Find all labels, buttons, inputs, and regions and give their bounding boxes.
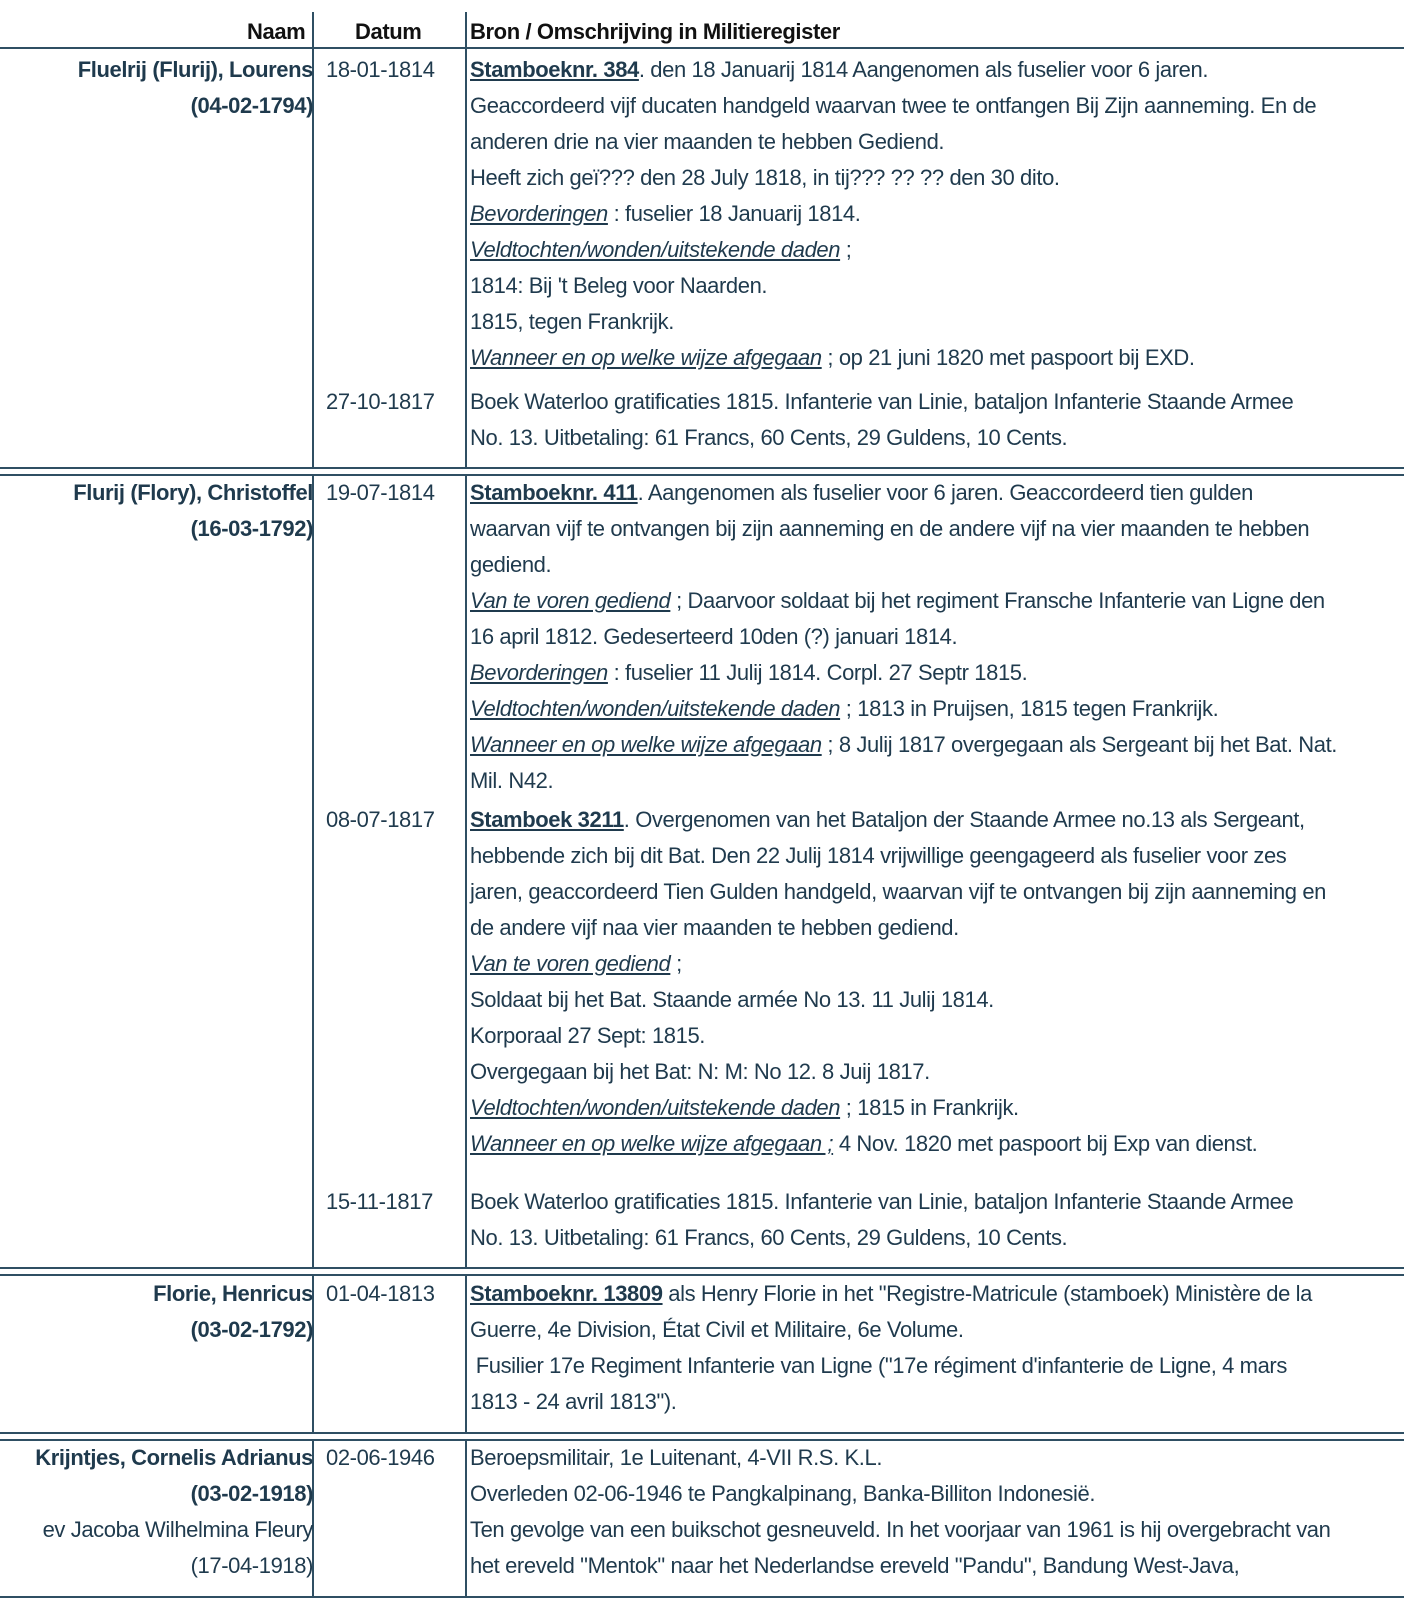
- stamboek-link[interactable]: Stamboeknr. 384: [470, 57, 639, 82]
- row-separator: [0, 467, 1404, 469]
- entry-line: ; 1815 in Frankrijk.: [840, 1095, 1019, 1120]
- entry-line: . Overgenomen van het Bataljon der Staande Armee no.13 als Sergeant,: [623, 807, 1305, 832]
- entry-date: 01-04-1813: [326, 1281, 435, 1306]
- header-naam: Naam: [247, 19, 306, 44]
- table-row-name: [78, 52, 313, 124]
- column-divider-naam: [312, 475, 314, 1267]
- entry-line: 1814: Bij 't Beleg voor Naarden.: [470, 273, 768, 298]
- section-label: Wanneer en op welke wijze afgegaan: [470, 345, 822, 370]
- entry-line: : fuselier 11 Julij 1814. Corpl. 27 Septr 1815.: [607, 660, 1028, 685]
- section-label: Veldtochten/wonden/uitstekende daden: [470, 237, 841, 262]
- header-rule: [0, 47, 1404, 49]
- entry-line: ;: [840, 237, 852, 262]
- section-label: Veldtochten/wonden/uitstekende daden: [470, 696, 841, 721]
- column-divider-datum: [465, 1275, 467, 1432]
- row-separator: [0, 1267, 1404, 1269]
- entry-line: Ten gevolge van een buikschot gesneuveld. In het voorjaar van 1961 is hij overgebracht van: [470, 1517, 1331, 1542]
- entry-line: Boek Waterloo gratificaties 1815. Infanterie van Linie, bataljon Infanterie Staande Armee: [470, 1189, 1294, 1214]
- stamboek-link[interactable]: Stamboek 3211: [470, 807, 624, 832]
- spouse-birth-date: (17-04-1918): [190, 1553, 313, 1578]
- entry-text: [470, 384, 1395, 456]
- entry-line: Heeft zich geï??? den 28 July 1818, in tij??? ?? ?? den 30 dito.: [470, 165, 1060, 190]
- entry-line: de andere vijf naa vier maanden te hebben gediend.: [470, 915, 959, 940]
- section-label: Wanneer en op welke wijze afgegaan ;: [470, 1131, 834, 1156]
- entry-date: 08-07-1817: [326, 807, 435, 832]
- column-divider-datum: [465, 48, 467, 467]
- entry-date: 02-06-1946: [326, 1445, 435, 1470]
- entry-text: [470, 1276, 1395, 1420]
- entry-line: Korporaal 27 Sept: 1815.: [470, 1023, 706, 1048]
- header-bron: Bron / Omschrijving in Militieregister: [470, 19, 840, 44]
- table-header: [0, 0, 1404, 47]
- section-label: Veldtochten/wonden/uitstekende daden: [470, 1095, 841, 1120]
- person-birth-date: (03-02-1918): [190, 1481, 313, 1506]
- entry-line: . den 18 Januarij 1814 Aangenomen als fuselier voor 6 jaren.: [638, 57, 1209, 82]
- person-birth-date: (03-02-1792): [190, 1317, 313, 1342]
- table-row-name: [73, 475, 313, 547]
- entry-line: Mil. N42.: [470, 768, 554, 793]
- person-name: Fluelrij (Flurij), Lourens: [77, 57, 313, 82]
- entry-date: 15-11-1817: [326, 1189, 433, 1214]
- column-divider-naam: [312, 12, 314, 47]
- person-birth-date: (16-03-1792): [190, 516, 313, 541]
- entry-line: ;: [670, 951, 682, 976]
- entry-line: ; op 21 juni 1820 met paspoort bij EXD.: [821, 345, 1195, 370]
- entry-text: [470, 52, 1395, 376]
- entry-line: anderen drie na vier maanden te hebben Gediend.: [470, 129, 945, 154]
- entry-line: 1815, tegen Frankrijk.: [470, 309, 674, 334]
- column-divider-datum: [465, 1440, 467, 1596]
- row-separator: [0, 1596, 1404, 1598]
- section-label: Van te voren gediend: [470, 951, 671, 976]
- entry-text: [470, 475, 1395, 799]
- entry-text: [470, 1184, 1395, 1256]
- entry-text: [470, 802, 1395, 1162]
- entry-line: . Aangenomen als fuselier voor 6 jaren. Geaccordeerd tien gulden: [637, 480, 1253, 505]
- table-row-name: [35, 1440, 313, 1584]
- entry-date: 27-10-1817: [326, 389, 435, 414]
- entry-line: Beroepsmilitair, 1e Luitenant, 4-VII R.S. K.L.: [470, 1445, 883, 1470]
- entry-line: Soldaat bij het Bat. Staande armée No 13. 11 Julij 1814.: [470, 987, 994, 1012]
- entry-line: Overleden 02-06-1946 te Pangkalpinang, Banka-Billiton Indonesië.: [470, 1481, 1096, 1506]
- entry-line: Geaccordeerd vijf ducaten handgeld waarvan twee te ontfangen Bij Zijn aanneming. En de: [470, 93, 1317, 118]
- entry-line: No. 13. Uitbetaling: 61 Francs, 60 Cents, 29 Guldens, 10 Cents.: [470, 1225, 1068, 1250]
- person-name: Krijntjes, Cornelis Adrianus: [35, 1445, 313, 1470]
- column-divider-datum: [465, 475, 467, 1267]
- entry-line: ; Daarvoor soldaat bij het regiment Fransche Infanterie van Ligne den: [670, 588, 1325, 613]
- header-datum: Datum: [355, 19, 422, 44]
- section-label: Van te voren gediend: [470, 588, 671, 613]
- entry-line: 1813 - 24 avril 1813").: [470, 1389, 677, 1414]
- entry-line: Fusilier 17e Regiment Infanterie van Ligne ("17e régiment d'infanterie de Ligne, 4 mars: [470, 1353, 1287, 1378]
- table-row-name: [153, 1276, 313, 1348]
- entry-line: ; 1813 in Pruijsen, 1815 tegen Frankrijk.: [840, 696, 1219, 721]
- entry-date: 18-01-1814: [326, 57, 435, 82]
- section-label: Wanneer en op welke wijze afgegaan: [470, 732, 822, 757]
- stamboek-link[interactable]: Stamboeknr. 13809: [470, 1281, 663, 1306]
- column-divider-datum: [465, 12, 467, 47]
- person-birth-date: (04-02-1794): [190, 93, 313, 118]
- entry-line: No. 13. Uitbetaling: 61 Francs, 60 Cents, 29 Guldens, 10 Cents.: [470, 425, 1068, 450]
- entry-text: [470, 1440, 1395, 1584]
- section-label: Bevorderingen: [470, 201, 608, 226]
- spouse-name: ev Jacoba Wilhelmina Fleury: [42, 1517, 313, 1542]
- entry-line: : fuselier 18 Januarij 1814.: [607, 201, 861, 226]
- entry-line: hebbende zich bij dit Bat. Den 22 Julij 1814 vrijwillige geengageerd als fuselier voor zes: [470, 843, 1287, 868]
- entry-date: 19-07-1814: [326, 480, 435, 505]
- person-name: Flurij (Flory), Christoffel: [73, 480, 313, 505]
- entry-line: jaren, geaccordeerd Tien Gulden handgeld, waarvan vijf te ontvangen bij zijn aanneming en: [470, 879, 1326, 904]
- entry-line: gediend.: [470, 552, 552, 577]
- entry-line: 16 april 1812. Gedeserteerd 10den (?) januari 1814.: [470, 624, 958, 649]
- entry-line: waarvan vijf te ontvangen bij zijn aanneming en de andere vijf na vier maanden te hebben: [470, 516, 1310, 541]
- entry-line: Overgegaan bij het Bat: N: M: No 12. 8 Juij 1817.: [470, 1059, 930, 1084]
- stamboek-link[interactable]: Stamboeknr. 411: [470, 480, 638, 505]
- entry-line: het ereveld "Mentok" naar het Nederlandse ereveld "Pandu", Bandung West-Java,: [470, 1553, 1240, 1578]
- row-separator: [0, 1432, 1404, 1434]
- entry-line: 4 Nov. 1820 met paspoort bij Exp van dienst.: [833, 1131, 1258, 1156]
- entry-line: Boek Waterloo gratificaties 1815. Infanterie van Linie, bataljon Infanterie Staande Armee: [470, 389, 1294, 414]
- entry-line: Guerre, 4e Division, État Civil et Militaire, 6e Volume.: [470, 1317, 964, 1342]
- person-name: Florie, Henricus: [153, 1281, 313, 1306]
- entry-line: ; 8 Julij 1817 overgegaan als Sergeant bij het Bat. Nat.: [821, 732, 1338, 757]
- entry-line: als Henry Florie in het "Registre-Matricule (stamboek) Ministère de la: [662, 1281, 1312, 1306]
- section-label: Bevorderingen: [470, 660, 608, 685]
